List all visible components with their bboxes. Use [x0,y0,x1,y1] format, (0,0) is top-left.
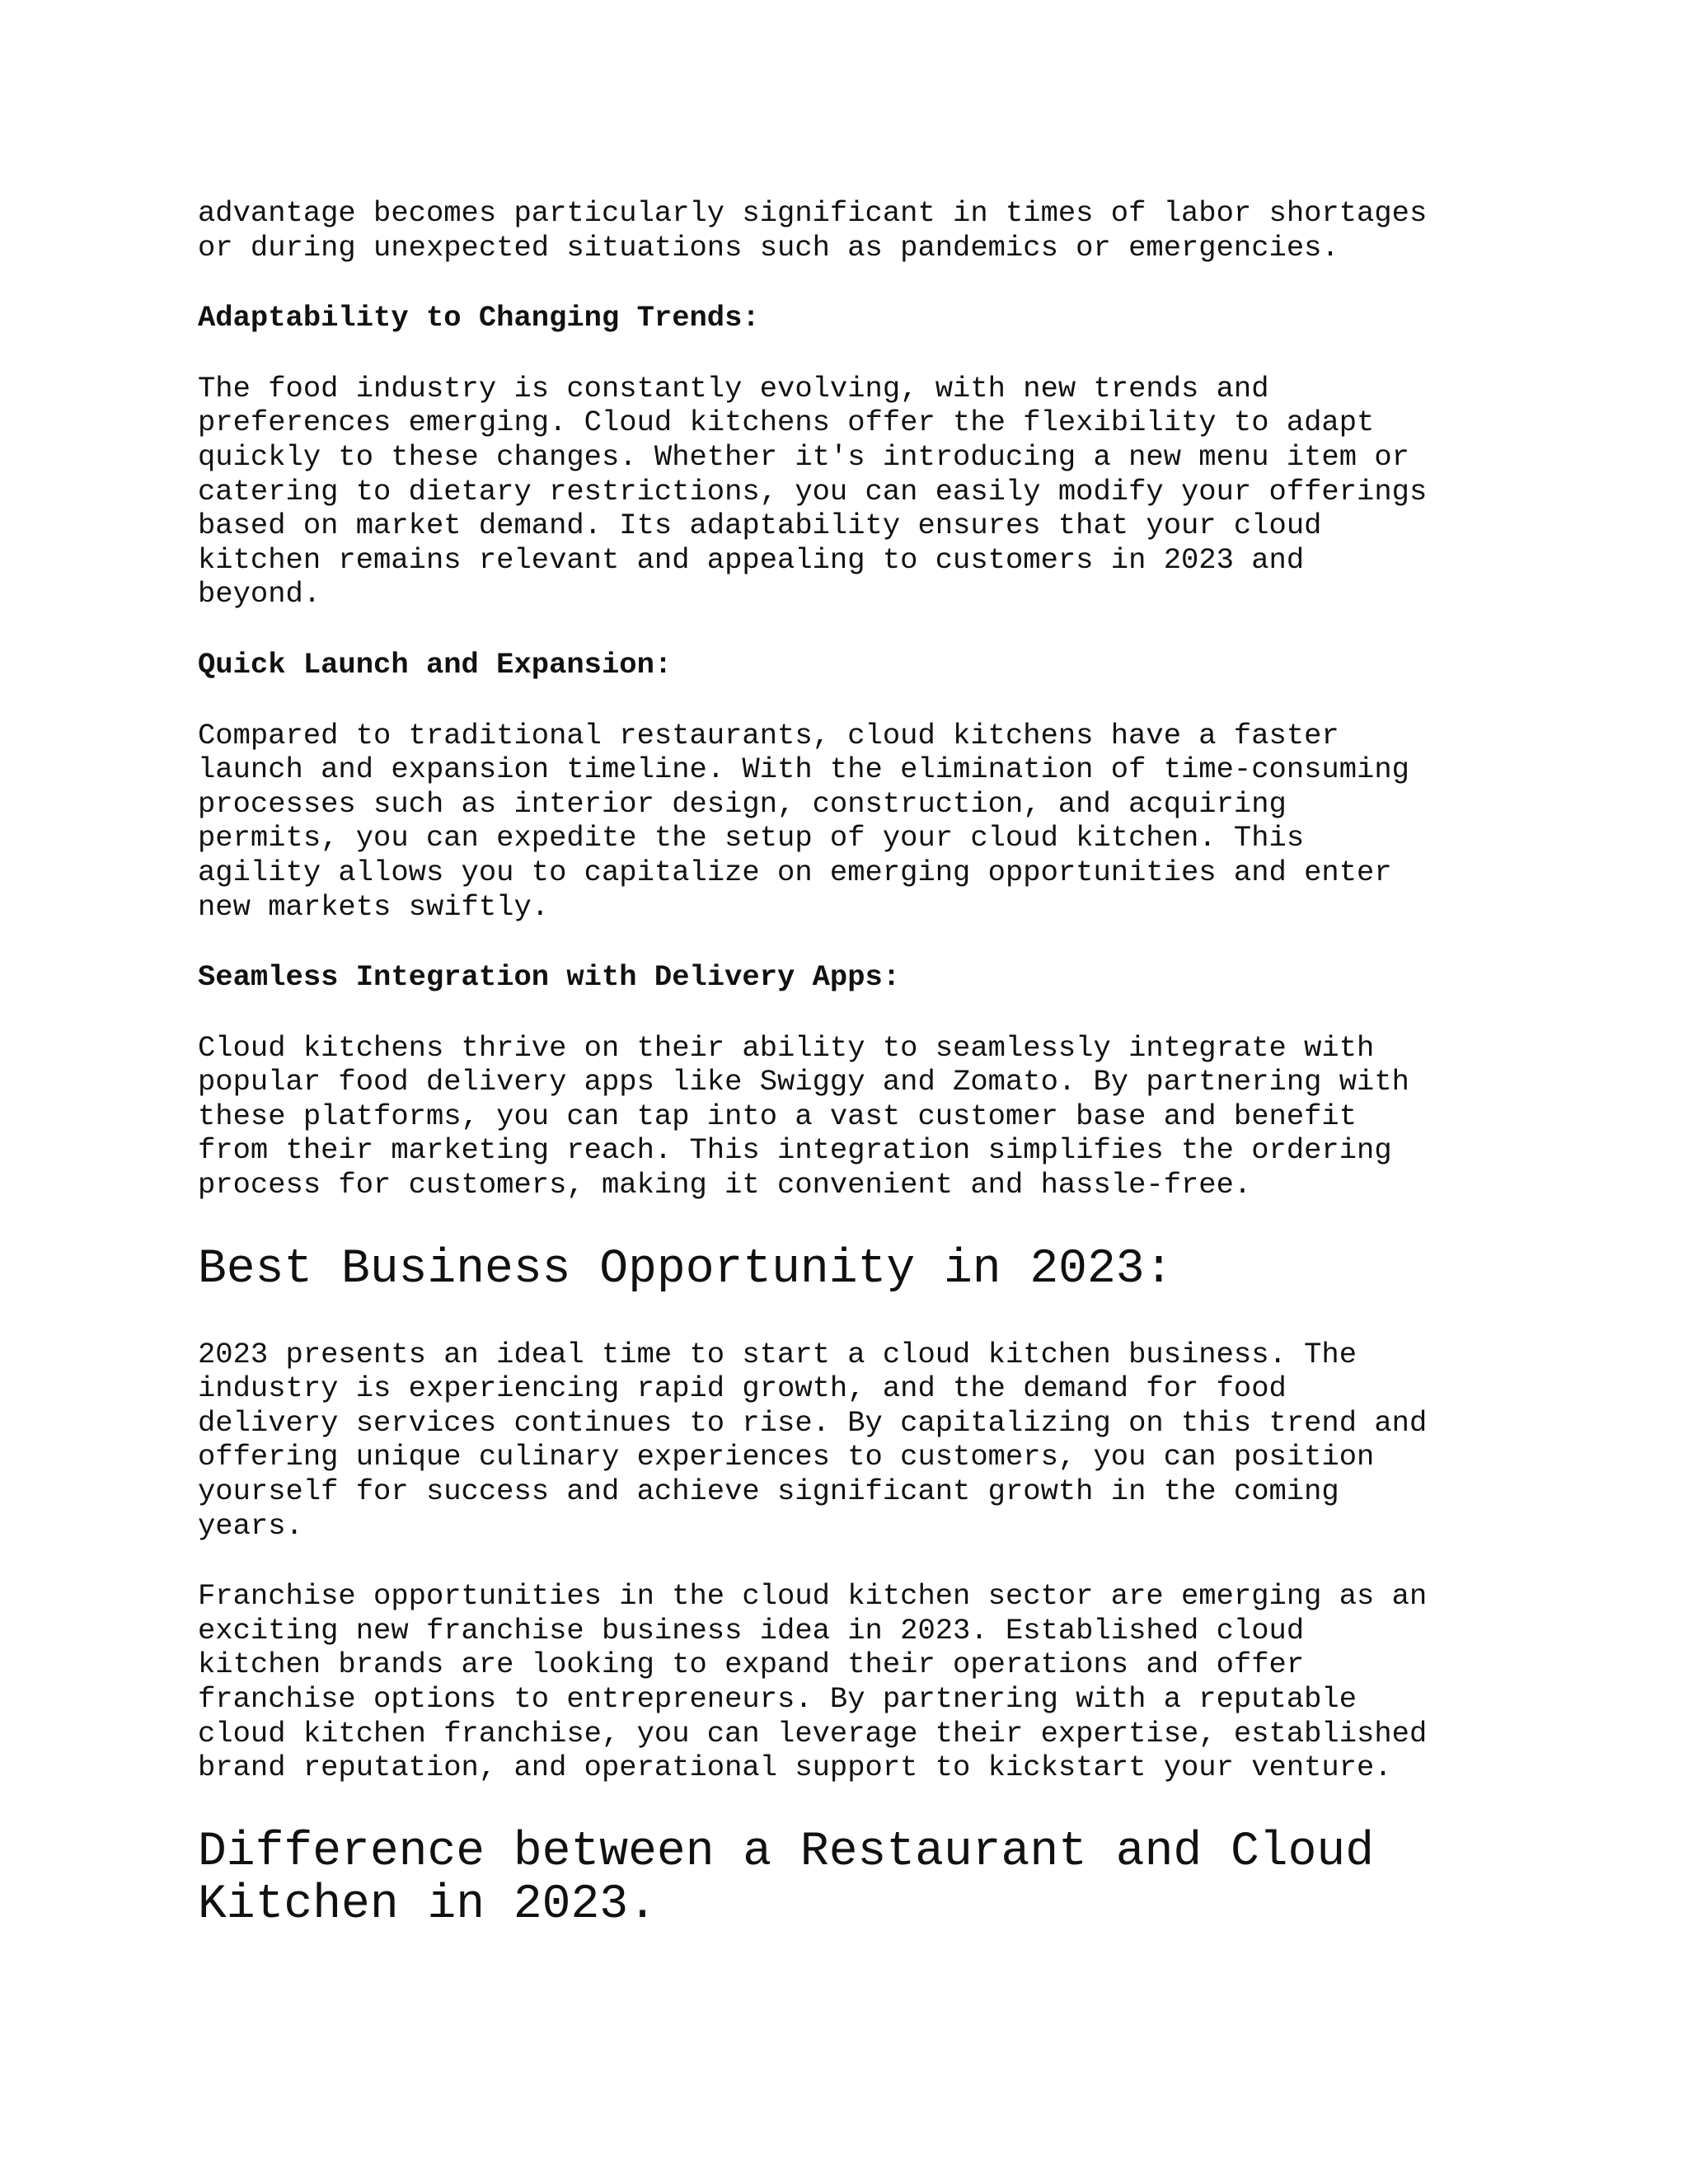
heading-line: Kitchen in 2023. [198,1877,657,1932]
opportunity-paragraph-2 [198,1579,1525,1785]
document-content [198,196,1525,1932]
text-line: industry is experiencing rapid growth, and the demand for food [198,1371,1287,1406]
text-line: from their marketing reach. This integration simplifies the ordering [198,1133,1392,1168]
text-line: quickly to these changes. Whether it's introducing a new menu item or [198,439,1409,474]
heading-line: Difference between a Restaurant and Cloud [198,1825,1375,1879]
text-line: permits, you can expedite the setup of your cloud kitchen. This [198,821,1305,855]
text-line: advantage becomes particularly significant in times of labor shortages [198,196,1428,230]
text-line: years. [198,1508,303,1543]
text-line: beyond. [198,577,321,612]
text-line: these platforms, you can tap into a vast customer base and benefit [198,1099,1357,1133]
text-line: processes such as interior design, construction, and acquiring [198,786,1287,821]
intro-paragraph [198,196,1525,265]
text-line: brand reputation, and operational support to kickstart your venture. [198,1750,1392,1785]
section-heading-adaptability: Adaptability to Changing Trends: [198,301,760,335]
section-paragraph-adaptability [198,372,1525,612]
text-line: new markets swiftly. [198,889,550,924]
text-line: offering unique culinary experiences to customers, you can position [198,1440,1375,1474]
text-line: kitchen remains relevant and appealing to customers in 2023 and [198,542,1305,577]
opportunity-paragraph-1 [198,1338,1525,1544]
section-heading-quick-launch: Quick Launch and Expansion: [198,647,673,682]
text-line: agility allows you to capitalize on emerging opportunities and enter [198,855,1392,889]
text-line: exciting new franchise business idea in 2023. Established cloud [198,1613,1305,1647]
text-line: popular food delivery apps like Swiggy and Zomato. By partnering with [198,1065,1409,1099]
section-paragraph-quick-launch [198,719,1525,925]
text-line: process for customers, making it convenient and hassle-free. [198,1168,1252,1202]
heading-best-opportunity: Best Business Opportunity in 2023: [198,1242,1174,1296]
heading-difference [198,1826,1525,1932]
text-line: franchise options to entrepreneurs. By partnering with a reputable [198,1682,1357,1716]
text-line: 2023 presents an ideal time to start a cloud kitchen business. The [198,1337,1357,1371]
text-line: Franchise opportunities in the cloud kitchen sector are emerging as an [198,1579,1428,1614]
text-line: preferences emerging. Cloud kitchens offer the flexibility to adapt [198,405,1375,440]
text-line: Compared to traditional restaurants, cloud kitchens have a faster [198,718,1339,752]
text-line: based on market demand. Its adaptability ensures that your cloud [198,509,1322,543]
text-line: cloud kitchen franchise, you can leverage their expertise, established [198,1716,1428,1750]
text-line: kitchen brands are looking to expand their operations and offer [198,1647,1305,1682]
text-line: yourself for success and achieve significant growth in the coming [198,1474,1339,1509]
text-line: catering to dietary restrictions, you can easily modify your offerings [198,474,1428,509]
section-heading-delivery-apps: Seamless Integration with Delivery Apps: [198,960,901,995]
text-line: The food industry is constantly evolving, with new trends and [198,371,1269,405]
text-line: launch and expansion timeline. With the elimination of time-consuming [198,752,1409,787]
text-line: or during unexpected situations such as pandemics or emergencies. [198,230,1339,265]
section-paragraph-delivery-apps [198,1031,1525,1202]
text-line: Cloud kitchens thrive on their ability to seamlessly integrate with [198,1030,1375,1065]
text-line: delivery services continues to rise. By capitalizing on this trend and [198,1405,1428,1440]
